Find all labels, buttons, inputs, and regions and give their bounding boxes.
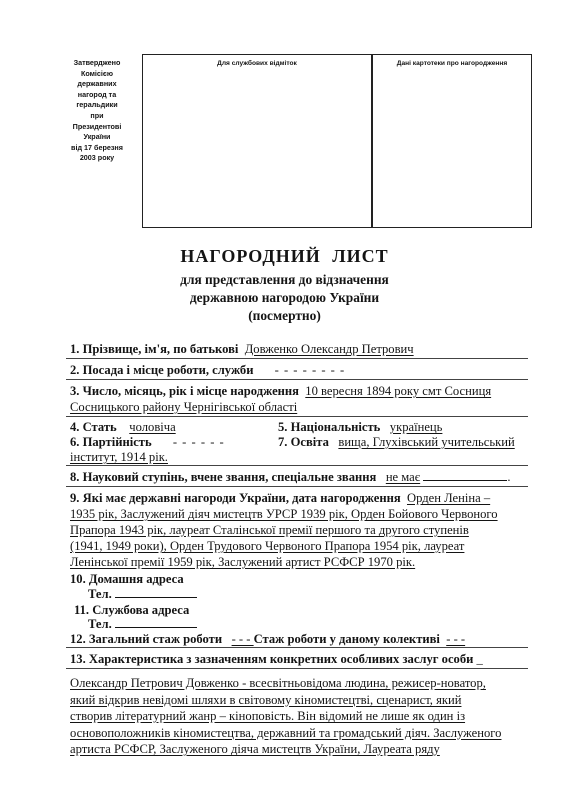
field-work-address: [74, 603, 189, 618]
divider: [66, 668, 528, 669]
field-experience: [70, 632, 465, 647]
approval-line: 2003 року: [79, 153, 115, 163]
birth-place-value: Сосницького району Чернігівської області: [70, 400, 298, 414]
document-title: НАГОРОДНИЙ ЛИСТ: [180, 246, 389, 266]
degree-value: не має: [385, 470, 421, 484]
awards-value-line: (1941, 1949 роки), Орден Трудового Червоного Прапора 1954 рік, лауреат: [70, 539, 465, 553]
field-label: 3. Число, місяць, рік і місце народження: [70, 384, 299, 398]
field-degree: [70, 470, 510, 485]
sex-value: чоловіча: [129, 420, 176, 434]
awards-line: [70, 507, 498, 522]
degree-fill-line: [423, 470, 507, 481]
nationality-value: українець: [389, 420, 443, 434]
awards-value-line: Ленінської премії 1959 рік, Заслужений артист РСФСР 1970 рік.: [70, 555, 416, 569]
awards-line: [70, 539, 464, 554]
field-label: 4. Стать: [70, 420, 117, 434]
characteristics-line: який відкрив невідомі шляхи в світовому кіномистецтві, сценарист, який: [70, 692, 462, 707]
awards-value-line: Прапора 1943 рік, лауреат Сталінської премії першого та другого ступенів: [70, 523, 469, 537]
field-label-2: Стаж роботи у даному колективі: [253, 632, 440, 646]
award-card-label: Дані картотеки про нагородження: [396, 60, 508, 67]
field-label: 10. Домашня адреса: [70, 572, 184, 586]
field-label: 12. Загальний стаж роботи: [70, 632, 223, 646]
divider: [66, 647, 528, 648]
characteristics-line: створив літературний жанр – кіноповість. Він відомий не лише як один із: [70, 709, 466, 723]
degree-end: .: [507, 470, 511, 484]
characteristics-line: основоположників кіномистецтва, державний та громадський діяч. Заслуженого: [70, 725, 502, 740]
awards-line: [70, 523, 469, 538]
field-party: [70, 435, 225, 450]
approval-note: [58, 58, 136, 164]
approval-line: України: [83, 132, 111, 142]
approval-line: при: [90, 110, 104, 120]
field-birth-cont: [70, 400, 297, 415]
document-subtitle-2: державною нагородою України: [189, 290, 380, 305]
characteristics-text: [70, 675, 528, 758]
field-home-address: [70, 572, 184, 587]
divider: [66, 465, 528, 466]
approval-line: нагород та: [77, 89, 117, 99]
approval-line: державних: [77, 79, 117, 89]
field-label: 1. Прізвище, ім'я, по батькові: [70, 342, 239, 356]
award-card-box: [372, 54, 532, 228]
field-education: [278, 435, 515, 450]
phone-label: Тел.: [88, 617, 112, 631]
field-nationality: [278, 420, 442, 435]
document-subtitle-3: (посмертно): [248, 308, 321, 323]
official-marks-label: Для службових відміток: [217, 60, 297, 67]
official-marks-box: [142, 54, 372, 228]
field-label: 9. Які має державні нагороди України, дата нагородження: [70, 491, 401, 505]
approval-line: Президентові: [72, 121, 122, 131]
work-phone-fill-line: [115, 617, 197, 628]
approval-line: геральдики: [76, 100, 118, 110]
field-characteristics: [70, 652, 483, 667]
field-label: 8. Науковий ступінь, вчене звання, спеціальне звання: [70, 470, 377, 484]
total-experience-value: - - -: [231, 632, 254, 646]
characteristics-line: Олександр Петрович Довженко - всесвітньовідома людина, режисер-новатор,: [70, 676, 486, 690]
field-home-phone: [88, 587, 197, 602]
field-label: 5. Національність: [278, 420, 381, 434]
field-label: 11. Службова адреса: [74, 603, 190, 617]
divider: [66, 358, 528, 359]
education-value-cont: інститут, 1914 рік.: [70, 450, 168, 464]
document-subtitle-1: для представлення до відзначення: [180, 272, 389, 287]
field-position: [70, 363, 345, 378]
approval-line: Затверджено: [73, 58, 121, 67]
awards-value-line: 1935 рік, Заслужений діяч мистецтв УРСР 1939 рік, Орден Бойового Червоного: [70, 507, 498, 521]
party-value: - - - - - -: [172, 435, 225, 449]
field-label: 13. Характеристика з зазначенням конкретних особливих заслуг особи: [70, 652, 474, 666]
characteristics-line: артиста РСФСР, Заслуженого діяча мистецтв України, Лауреата ряду: [70, 742, 440, 756]
field-full-name: [70, 342, 414, 357]
field-education-cont: [70, 450, 168, 465]
field-label: 6. Партійність: [70, 435, 152, 449]
field-work-phone: [88, 617, 197, 632]
characteristics-end: _: [476, 652, 483, 666]
approval-line: від 17 березня: [71, 142, 123, 152]
field-label: 2. Посада і місце роботи, служби: [70, 363, 254, 377]
field-awards: [70, 491, 490, 506]
divider: [66, 416, 528, 417]
approval-line: Комісією: [80, 68, 114, 78]
field-birth: [70, 384, 491, 399]
field-label: 7. Освіта: [278, 435, 329, 449]
position-value: - - - - - - - -: [274, 363, 346, 377]
field-sex: [70, 420, 176, 435]
home-phone-fill-line: [115, 587, 197, 598]
team-experience-value: - - -: [446, 632, 466, 646]
birth-value: 10 вересня 1894 року смт Сосниця: [305, 384, 492, 398]
divider: [66, 486, 528, 487]
divider: [66, 379, 528, 380]
education-value: вища, Глухівський учительський: [338, 435, 515, 449]
phone-label: Тел.: [88, 587, 112, 601]
awards-line: [70, 555, 415, 570]
full-name-value: Довженко Олександр Петрович: [244, 342, 414, 356]
awards-value-line: Орден Леніна –: [406, 491, 491, 505]
